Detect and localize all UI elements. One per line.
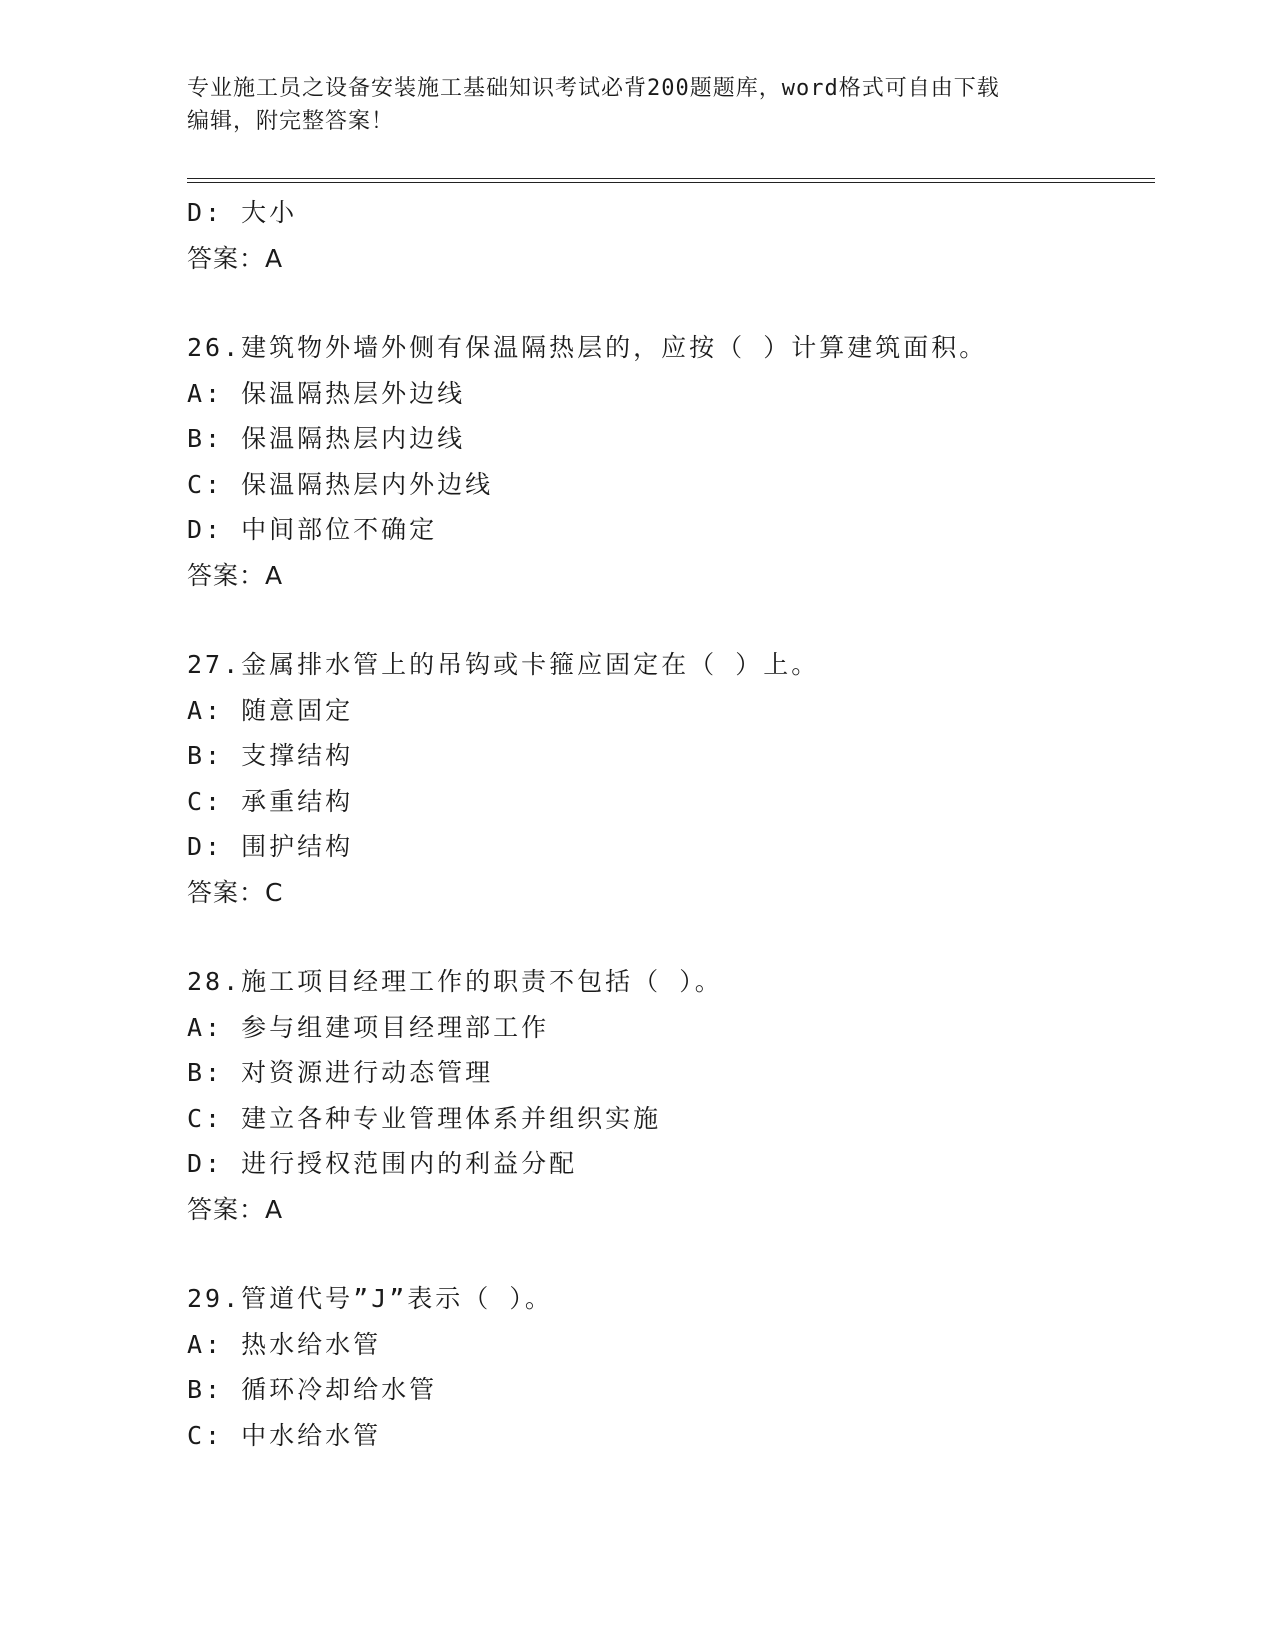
option-c: C: 承重结构 [187, 786, 354, 816]
answer-line: 答案：C [187, 877, 284, 907]
answer-line: 答案：A [187, 243, 284, 273]
question-29 [187, 1276, 1155, 1458]
question-list [187, 190, 1155, 1458]
answer-line: 答案：A [187, 560, 284, 590]
document-header [187, 72, 1087, 138]
option-a: A: 保温隔热层外边线 [187, 378, 466, 408]
option-a: A: 随意固定 [187, 695, 354, 725]
header-divider [187, 178, 1155, 183]
header-title-line-1: 专业施工员之设备安装施工基础知识考试必背200题题库，word格式可自由下载 [187, 76, 1000, 101]
option-a: A: 参与组建项目经理部工作 [187, 1012, 550, 1042]
option-b: B: 循环冷却给水管 [187, 1375, 438, 1404]
option-a: A: 热水给水管 [187, 1329, 382, 1359]
question-25-tail [187, 190, 1155, 281]
question-26 [187, 325, 1155, 598]
spacer [187, 1232, 1155, 1276]
option-c: C: 中水给水管 [187, 1420, 382, 1450]
option-c: C: 建立各种专业管理体系并组织实施 [187, 1103, 662, 1133]
option-b: B: 对资源进行动态管理 [187, 1058, 494, 1087]
answer-line: 答案：A [187, 1194, 284, 1224]
header-title-line-2: 编辑，附完整答案！ [187, 109, 395, 134]
option-d: D: 中间部位不确定 [187, 515, 438, 544]
option-c: C: 保温隔热层内外边线 [187, 469, 494, 499]
spacer [187, 598, 1155, 642]
question-stem: 26.建筑物外墙外侧有保温隔热层的，应按（ ）计算建筑面积。 [187, 333, 988, 362]
option-b: B: 支撑结构 [187, 741, 354, 770]
question-stem: 27.金属排水管上的吊钩或卡箍应固定在（ ）上。 [187, 650, 820, 679]
spacer [187, 915, 1155, 959]
spacer [187, 281, 1155, 325]
question-stem: 28.施工项目经理工作的职责不包括（ ）。 [187, 967, 723, 996]
question-27 [187, 642, 1155, 915]
question-stem: 29.管道代号”J”表示（ ）。 [187, 1284, 553, 1313]
option-d: D: 围护结构 [187, 832, 354, 861]
question-28 [187, 959, 1155, 1232]
option-d: D: 进行授权范围内的利益分配 [187, 1149, 578, 1178]
option-d: D: 大小 [187, 198, 298, 227]
option-b: B: 保温隔热层内边线 [187, 424, 466, 453]
